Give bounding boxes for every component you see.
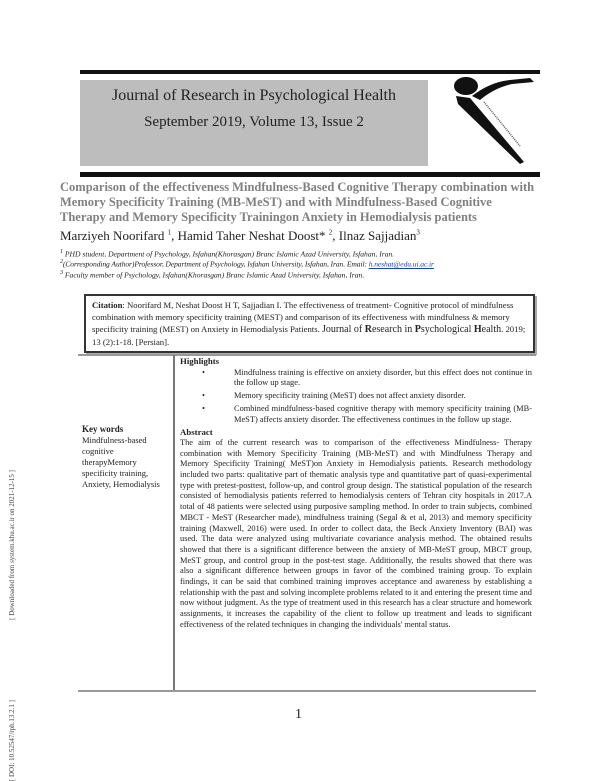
column-divider xyxy=(173,355,175,691)
journal-logo-icon xyxy=(450,74,540,166)
bullet-icon: • xyxy=(202,403,205,413)
highlights-list xyxy=(180,368,532,426)
citation-journal: R xyxy=(364,324,372,335)
citation-journal: esearch in xyxy=(371,324,415,335)
keywords-heading: Key words xyxy=(82,424,124,434)
article-title: Comparison of the effectiveness Mindfulness-Based Cognitive Therapy combination with Memory Specificity Training (MB-MeST) and with Mindfulness-Based Cognitive Therapy and Memory Specificity Trainingon Anxiety in Hemodialysis patients xyxy=(60,180,535,224)
citation-box xyxy=(84,294,535,353)
citation-journal: H xyxy=(473,324,482,335)
corresponding-email-link[interactable]: h.neshat@edu.ui.ac.ir xyxy=(368,259,434,269)
highlights-abstract-column xyxy=(180,356,532,631)
content-bottom-rule xyxy=(78,690,536,692)
bullet-icon: • xyxy=(202,367,205,377)
author-name: Hamid Taher Neshat Doost* xyxy=(177,228,329,243)
highlight-text: Combined mindfulness-based cognitive therapy with memory specificity training (MB-MeST) affects anxiety disorder. The effectiveness continues in the follow up stage. xyxy=(234,403,532,424)
affiliation xyxy=(60,270,364,280)
author-separator: , xyxy=(171,228,178,243)
citation-tail: . 2019; 13 (2):1-18. [Persian]. xyxy=(92,324,526,347)
author-affil-ref: 2 xyxy=(328,228,333,237)
bullet-icon: • xyxy=(202,391,205,401)
abstract-heading: Abstract xyxy=(180,427,213,438)
author-name: Marziyeh Noorifard xyxy=(60,228,168,243)
page-number: 1 xyxy=(295,707,302,722)
affiliation-text: (Corresponding Author)Professor, Department of Psychology, Isfahan University, Isfahan, Iran. Email: xyxy=(62,259,369,269)
doi-notice xyxy=(0,600,30,781)
author-affil-ref: 1 xyxy=(167,228,172,237)
highlight-item xyxy=(202,404,532,425)
citation-journal: ealth xyxy=(481,324,502,335)
author-separator: , xyxy=(332,228,339,243)
affiliation-text: PHD student, Department of Psychology, Isfahan(Khorasgan) Branc Islamic Azad University, Isfahan, Iran. xyxy=(63,249,395,259)
citation-journal: sychological xyxy=(420,324,474,335)
affiliation-number: 3 xyxy=(60,270,63,276)
doi-text: [ DOI: 10.52547/rph.13.2.1 ] xyxy=(8,700,16,781)
affiliation xyxy=(60,259,434,269)
journal-issue: September 2019, Volume 13, Issue 2 xyxy=(144,114,364,130)
citation-journal: Journal of xyxy=(321,324,365,335)
highlights-heading: Highlights xyxy=(180,356,220,366)
highlight-text: Mindfulness training is effective on anxiety disorder, but this effect does not continue in the follow up stage. xyxy=(234,367,532,388)
citation-text: : Noorifard M, Neshat Doost H T, Sajjadian I. The effectiveness of treatment- Cognitive protocol of mindfulness combination with memory specificity training (MEST) and comparison of its effectiveness with mindfulness & memory specificity training (MEST) on Anxiety in Hemodialysis Patients. xyxy=(92,300,514,334)
author-affil-ref: 3 xyxy=(416,228,420,237)
journal-header xyxy=(80,80,428,166)
affiliation-number: 1 xyxy=(60,249,63,255)
citation-journal: P xyxy=(414,324,421,335)
keywords-section xyxy=(82,424,170,490)
affiliation-text: Faculty member of Psychology, Isfahan(Khorasgan) Branc Islamic Azad University, Isfahan, Iran. xyxy=(63,270,365,280)
affiliation xyxy=(60,249,394,259)
download-notice-text: [ Downloaded from system.khu.ac.ir on 2021-12-15 ] xyxy=(8,470,16,620)
affiliation-number: 2 xyxy=(60,259,63,265)
journal-title: Journal of Research in Psychological Health xyxy=(112,87,396,104)
abstract-text: The aim of the current research was to comparison of the effectiveness Mindfulness- Therapy combination with Memory Specificity Training (MB-MeST) and with Mindfulness Therapy and Memory Specificity Training( MeST)on Anxiety in Hemodialysis patients. Research methodology included two parts: qualitative part of thematic analysis type and quantitative part of quasi-experimental type with pretest-posttest, follow-up, and control group design. The statistical population of the research consisted of hemodialysis patients referred to hemodialysis centers of Tehran city hospitals in 2017.A total of 48 patients were selected using purposive sampling method. In order to train subjects, combined MBCT - MeST (Researcher made), mindfulness training (Segal & et al, 2013) and memory specificity training (Maxwell, 2016) were used. In order to collect data, the Beck Anxiety Inventory (BAI) was used. The data were analyzed using multivariate covariance analysis method. The obtained results showed that there is a significant difference between the anxiety of MB-MeST group, MBCT group, MeST group, and control group in the post-test stage. Additionally, the results showed that there was also a significant difference between groups in favor of the combined training group. To explain findings, it can be said that combined training improves acceptance and awareness by establishing a relationship with the past and solving incomplete problems related to it and entering the present time and now without judgment. As the type of treatment used in this research has a clear structure and homework assignments, it increases the capability of the client to follow up treatment and leads to significant effectiveness of the related techniques in changing the individuals' mental status. xyxy=(180,437,532,629)
citation-label: Citation xyxy=(92,300,123,310)
author-name: Ilnaz Sajjadian xyxy=(338,228,417,243)
author-list xyxy=(60,228,420,244)
highlight-text: Memory specificity training (MeST) does not affect anxiety disorder. xyxy=(234,391,466,401)
highlight-item xyxy=(202,391,532,402)
keywords-text: Mindfulness-based cognitive therapyMemory specificity training, Anxiety, Hemodialysis xyxy=(82,435,160,489)
highlight-item xyxy=(202,368,532,389)
header-bottom-rule xyxy=(80,172,540,177)
